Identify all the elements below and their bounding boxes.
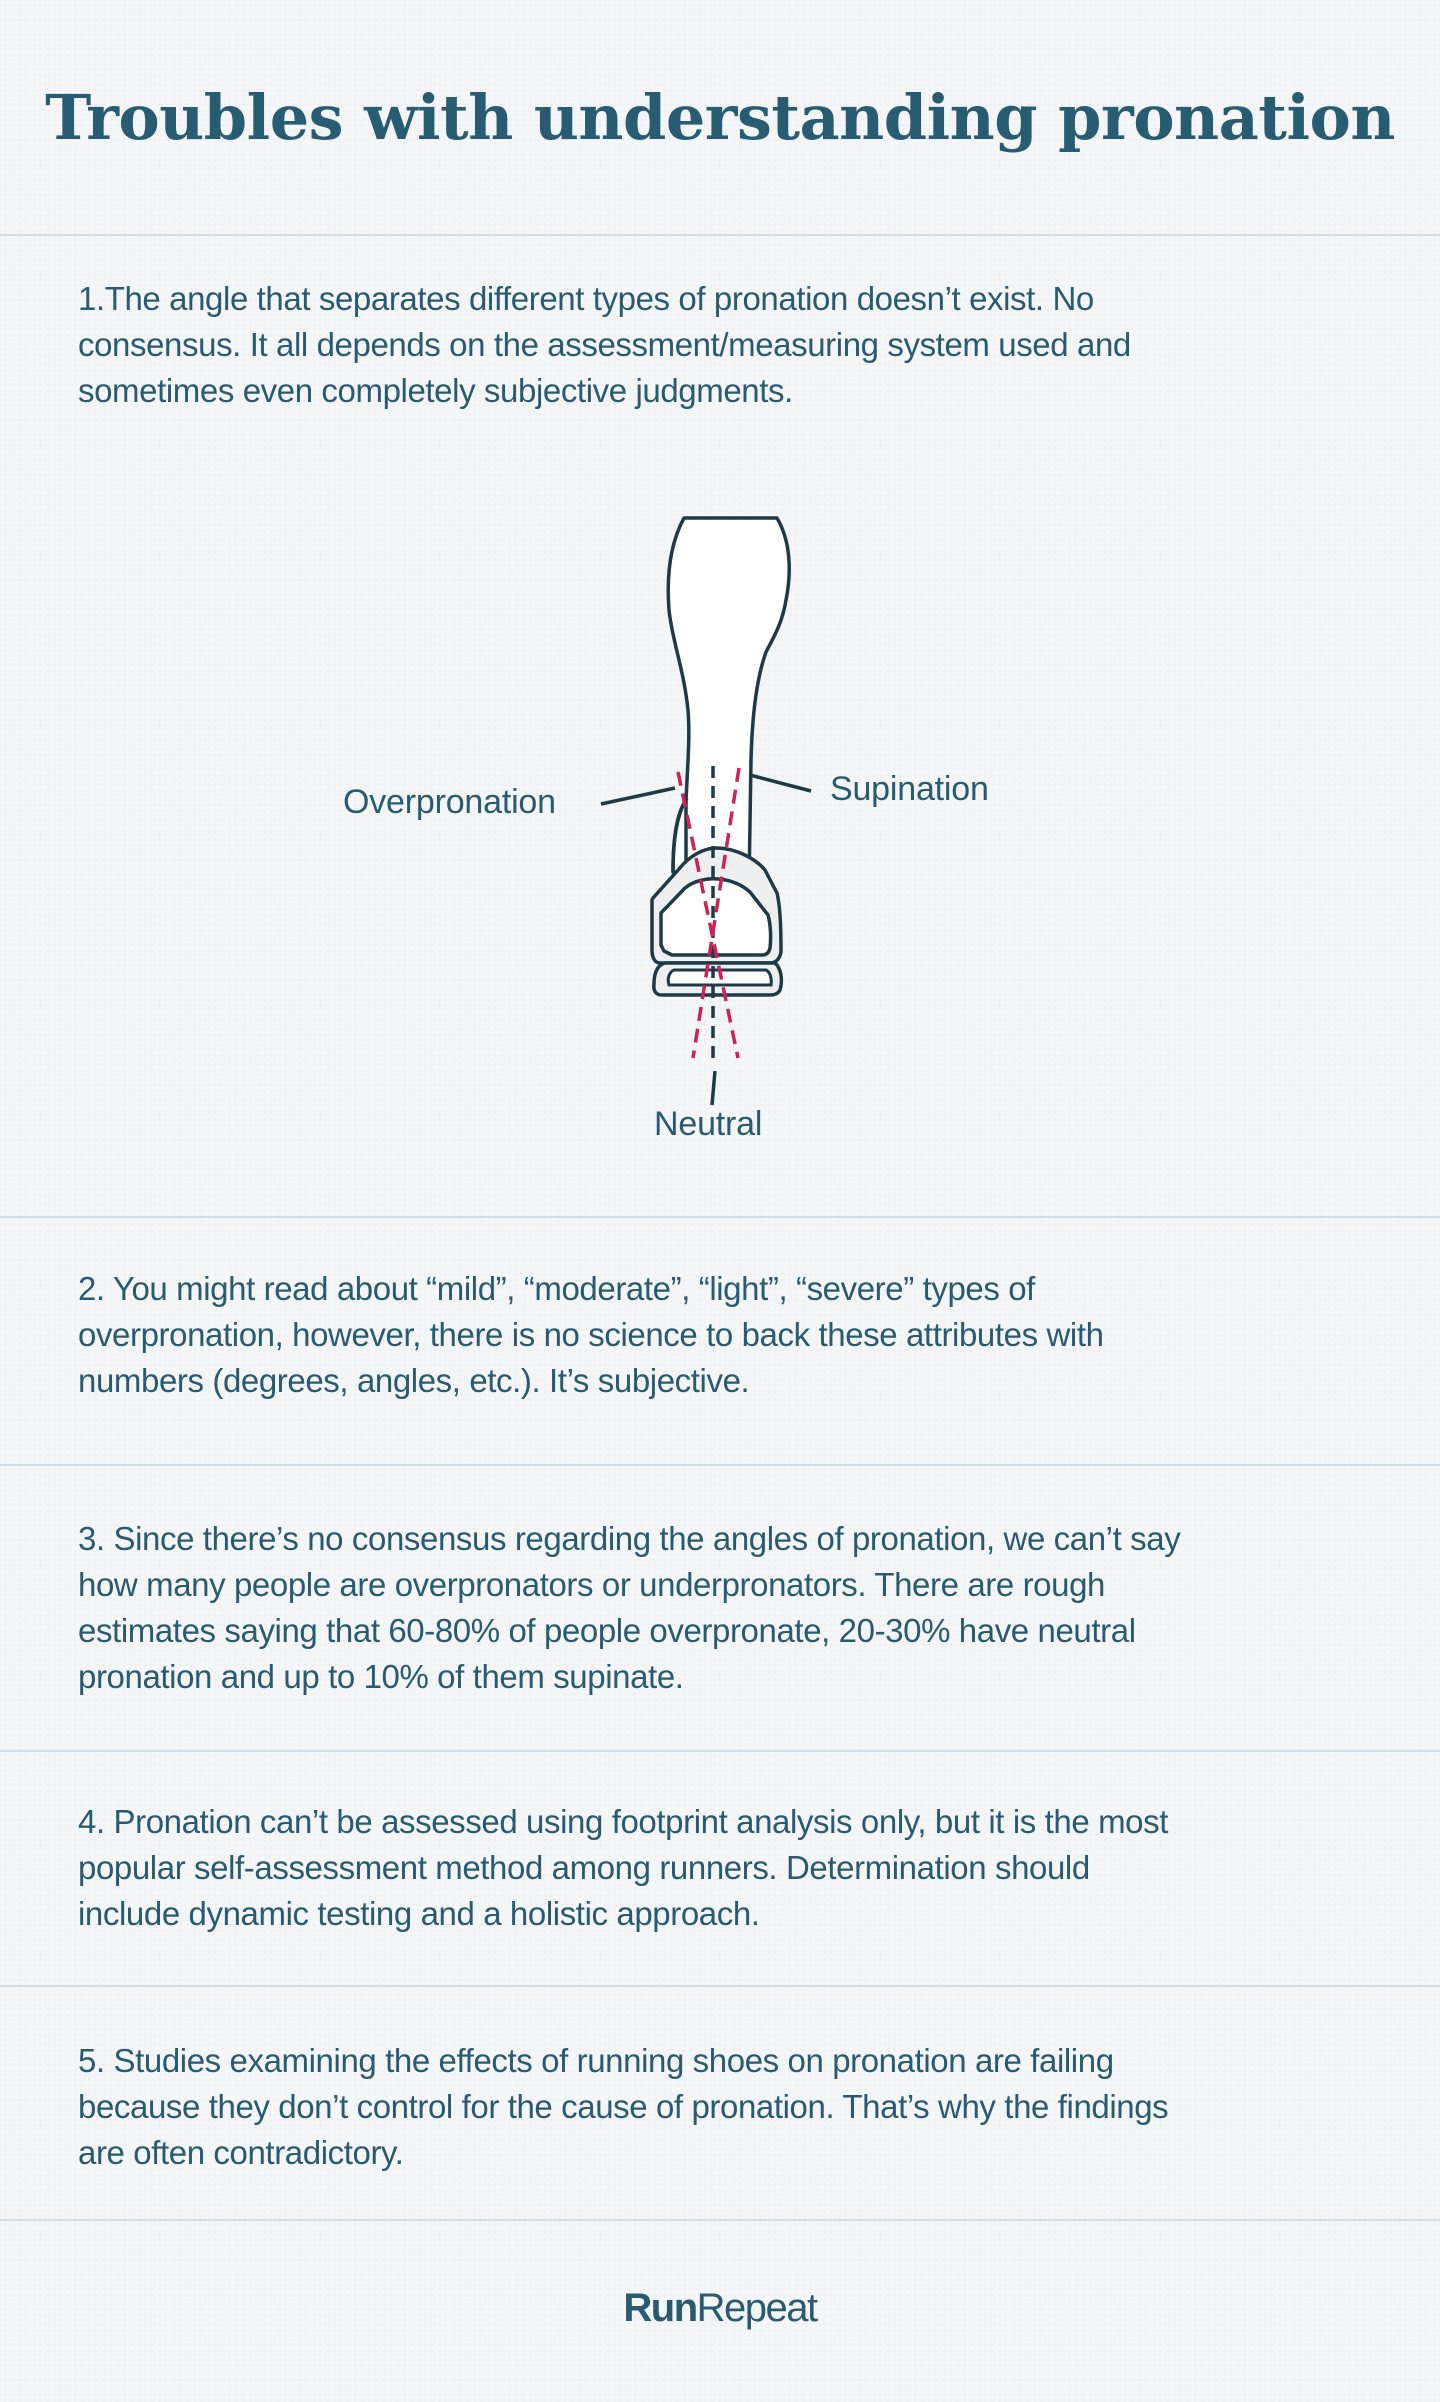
section-5-line: because they don’t control for the cause of pronation. That’s why the findings (78, 2088, 1169, 2125)
section-3-line: how many people are overpronators or underpronators. There are rough (78, 1566, 1105, 1603)
section-2-line: 2. You might read about “mild”, “moderate”, “light”, “severe” types of (78, 1270, 1035, 1307)
logo-run: Run (623, 2286, 697, 2330)
section-3-line: 3. Since there’s no consensus regarding the angles of pronation, we can’t say (78, 1520, 1181, 1557)
runrepeat-logo (0, 2286, 1440, 2330)
section-4 (78, 1799, 1378, 1937)
section-5-line: 5. Studies examining the effects of running shoes on pronation are failing (78, 2042, 1114, 2079)
section-4-line: include dynamic testing and a holistic approach. (78, 1895, 760, 1932)
divider (0, 2219, 1440, 2221)
divider (0, 234, 1440, 236)
overpronation-label: Overpronation (343, 783, 556, 821)
section-2 (78, 1266, 1378, 1404)
divider (0, 1464, 1440, 1466)
section-3-line: pronation and up to 10% of them supinate. (78, 1658, 684, 1695)
section-4-line: 4. Pronation can’t be assessed using footprint analysis only, but it is the most (78, 1803, 1169, 1840)
section-5 (78, 2038, 1378, 2176)
section-1-line: 1.The angle that separates different types of pronation doesn’t exist. No (78, 280, 1094, 317)
section-3-line: estimates saying that 60-80% of people overpronate, 20-30% have neutral (78, 1612, 1136, 1649)
divider (0, 1750, 1440, 1752)
section-2-line: overpronation, however, there is no science to back these attributes with (78, 1316, 1104, 1353)
divider (0, 1216, 1440, 1218)
section-2-line: numbers (degrees, angles, etc.). It’s subjective. (78, 1362, 750, 1399)
logo-repeat: Repeat (696, 2286, 817, 2330)
page-title: Troubles with understanding pronation (45, 81, 1395, 154)
section-1-line: sometimes even completely subjective judgments. (78, 372, 793, 409)
divider (0, 1985, 1440, 1987)
section-4-line: popular self-assessment method among runners. Determination should (78, 1849, 1090, 1886)
section-5-line: are often contradictory. (78, 2134, 404, 2171)
section-1 (78, 276, 1378, 414)
neutral-label: Neutral (654, 1105, 763, 1143)
section-3 (78, 1516, 1378, 1700)
section-1-line: consensus. It all depends on the assessment/measuring system used and (78, 326, 1131, 363)
supination-label: Supination (830, 770, 989, 808)
